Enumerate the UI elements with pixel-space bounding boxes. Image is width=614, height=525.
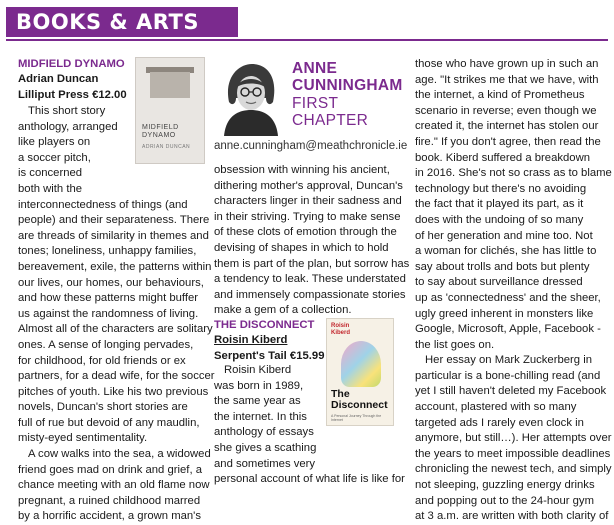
text-line: she gives a scathing	[214, 441, 317, 454]
text-line: characters linger in their sadness and	[214, 195, 402, 208]
text-line: obsession with winning his ancient,	[214, 164, 390, 176]
the-disconnect-book-cover	[326, 318, 394, 426]
text-line: not sleeping, guzzling energy drinks	[415, 479, 595, 492]
text-line: are threads of similarity in themes and	[18, 229, 209, 242]
text-line: our lives, our homes, our behaviours,	[18, 276, 204, 289]
text-line: ones. A sense of longing pervades,	[18, 338, 194, 351]
text-line: personal account of what life is like for	[214, 473, 405, 486]
section-title: BOOKS & ARTS	[16, 10, 199, 34]
text-line: and immensely compassionate stories	[214, 288, 406, 301]
text-line: This short story	[28, 105, 106, 117]
text-line: like players on	[18, 136, 91, 149]
text-line: and sometimes very	[214, 457, 316, 470]
cover-author: Roisin Kiberd	[331, 323, 351, 336]
text-line: people) and their separateness. There	[18, 214, 210, 227]
text-line: say about trolls and bots but plenty	[415, 260, 590, 273]
section-title-box	[6, 7, 238, 37]
review-kicker: MIDFIELD DYNAMO	[18, 58, 125, 70]
text-line: novels, Duncan's short stories are	[18, 401, 188, 414]
text-line: targeted ads I rarely even clock in	[415, 416, 584, 429]
text-line: both with the	[18, 182, 83, 195]
text-line: the fact that it played its part, as it	[415, 198, 584, 211]
text-line: bereavement, exile, the patterns within	[18, 260, 212, 273]
column-name: FIRST CHAPTER	[292, 95, 369, 129]
text-line: pregnant, a ruined childhood marred	[18, 494, 201, 507]
text-line: Google, Microsoft, Apple, Facebook -	[415, 323, 601, 336]
text-line: chance meeting with an old flame now	[18, 479, 210, 492]
section-banner	[6, 7, 608, 41]
text-line: a tendency to leak. These understated	[214, 273, 406, 286]
text-line: anthology, arranged	[18, 120, 118, 133]
text-line: to say about surveillance dressed	[415, 276, 583, 289]
cover-title: The Disconnect	[331, 388, 388, 411]
text-line: A cow walks into the sea, a widowed	[28, 448, 211, 461]
review-kicker: THE DISCONNECT	[214, 319, 315, 331]
bust-image	[341, 341, 381, 387]
text-line: anymore, but still…). Her attempts over	[415, 432, 612, 445]
columnist-name	[292, 60, 402, 94]
text-line: is concerned	[18, 167, 83, 180]
cover-subtitle: A Personal Journey Through the Internet	[331, 414, 382, 422]
portrait-icon	[214, 58, 288, 136]
cover-author: ADRIAN DUNCAN	[142, 144, 191, 150]
columnist-email[interactable]: anne.cunningham@meathchronicle.ie	[214, 140, 408, 152]
cover-title: MIDFIELD DYNAMO	[142, 124, 179, 139]
text-line: them is part of the plan, but sorrow has	[214, 257, 410, 270]
text-line: up as 'connectedness' and the sheer,	[415, 291, 601, 304]
columnist-portrait	[214, 58, 288, 136]
text-line: full of rue but devoid of any maudlin,	[18, 416, 200, 429]
review-midfield-dynamo-continued	[214, 163, 410, 319]
text-line: account, plastered with so many	[415, 401, 577, 414]
text-line: age. "It strikes me that we have, with	[415, 73, 599, 86]
stand-shape	[150, 72, 190, 98]
text-line: by a horrific accident, a grown man's	[18, 510, 201, 523]
review-the-disconnect-heading	[214, 318, 326, 364]
review-publisher-price: Serpent's Tail €15.99	[214, 349, 325, 362]
text-line: ugly greed inherent in monsters like	[415, 307, 594, 320]
review-publisher-price: Lilliput Press €12.00	[18, 88, 127, 101]
text-line: friend goes mad on drink and grief, a	[18, 463, 202, 476]
text-line: and popping out to the 24-hour gym	[415, 494, 594, 507]
text-line: tones; loneliness, unhappy families,	[18, 245, 197, 258]
text-line: Roisin Kiberd	[224, 364, 292, 376]
text-line: a woman for clichés, she has little to	[415, 245, 597, 258]
review-author: Roisin Kiberd	[214, 334, 288, 346]
review-author: Adrian Duncan	[18, 73, 99, 85]
text-line: the same year as	[214, 395, 301, 408]
text-line: those who have grown up in such an	[415, 58, 599, 70]
text-line: of these clots of emotion through the	[214, 226, 397, 239]
text-line: created it, the internet has stolen our	[415, 120, 599, 133]
text-line: misty-eyed sentimentality.	[18, 432, 148, 445]
text-line: for childhood, for old friends or ex	[18, 354, 186, 367]
text-line: make a gem of a collection.	[214, 304, 352, 317]
text-line: was born in 1989,	[214, 379, 304, 392]
text-line: book. Kiberd suffered a breakdown	[415, 151, 591, 164]
review-midfield-dynamo-heading	[18, 57, 136, 103]
text-line: interconnectedness of things (and	[18, 198, 188, 211]
text-line: and how these patterns might buffer	[18, 292, 199, 305]
text-line: fire." If you don't agree, then read the	[415, 135, 601, 148]
midfield-dynamo-book-cover	[135, 57, 205, 164]
text-line: anthology of essays	[214, 426, 314, 439]
text-line: of her generation and mine too. Not	[415, 229, 593, 242]
text-line: particular is a bone-chilling read (and	[415, 369, 601, 382]
text-line: scenario in reverse; even though we	[415, 104, 597, 117]
text-line: technology but there's no avoiding	[415, 182, 587, 195]
text-line: the internet. In this	[214, 410, 307, 423]
text-line: does with the undoing of so many	[415, 213, 584, 226]
text-line: yet I still haven't deleted my Facebook	[415, 385, 607, 398]
text-line: pitches of youth. Like his two previous	[18, 385, 209, 398]
text-line: dithering mother's approval, Duncan's	[214, 179, 403, 192]
text-line: the list goes on.	[415, 338, 495, 351]
review-midfield-dynamo-body	[18, 104, 215, 525]
text-line: us against the randomness of living.	[18, 307, 199, 320]
text-line: in their striving. Trying to make sense	[214, 210, 401, 223]
review-the-disconnect-continued	[415, 57, 610, 525]
text-line: the internet, a kind of Prometheus	[415, 89, 585, 102]
columnist-first-name: ANNE	[292, 60, 338, 77]
text-line: partners, for a dead wife, for the soccer	[18, 370, 215, 383]
text-line: the years to meet impossible deadlines	[415, 447, 611, 460]
text-line: at 3 a.m. are written with both clarity of	[415, 510, 609, 523]
columnist-last-name: CUNNINGHAM	[292, 77, 403, 94]
text-line: devising of shapes in which to hold	[214, 241, 389, 254]
text-line: chronicling the newest tech, and simply	[415, 463, 612, 476]
text-line: in 2016. She's not so crass as to blame	[415, 167, 612, 180]
text-line: Almost all of the characters are solitary	[18, 323, 213, 336]
text-line: a soccer pitch,	[18, 151, 91, 164]
text-line: Her essay on Mark Zuckerberg in	[425, 354, 593, 367]
